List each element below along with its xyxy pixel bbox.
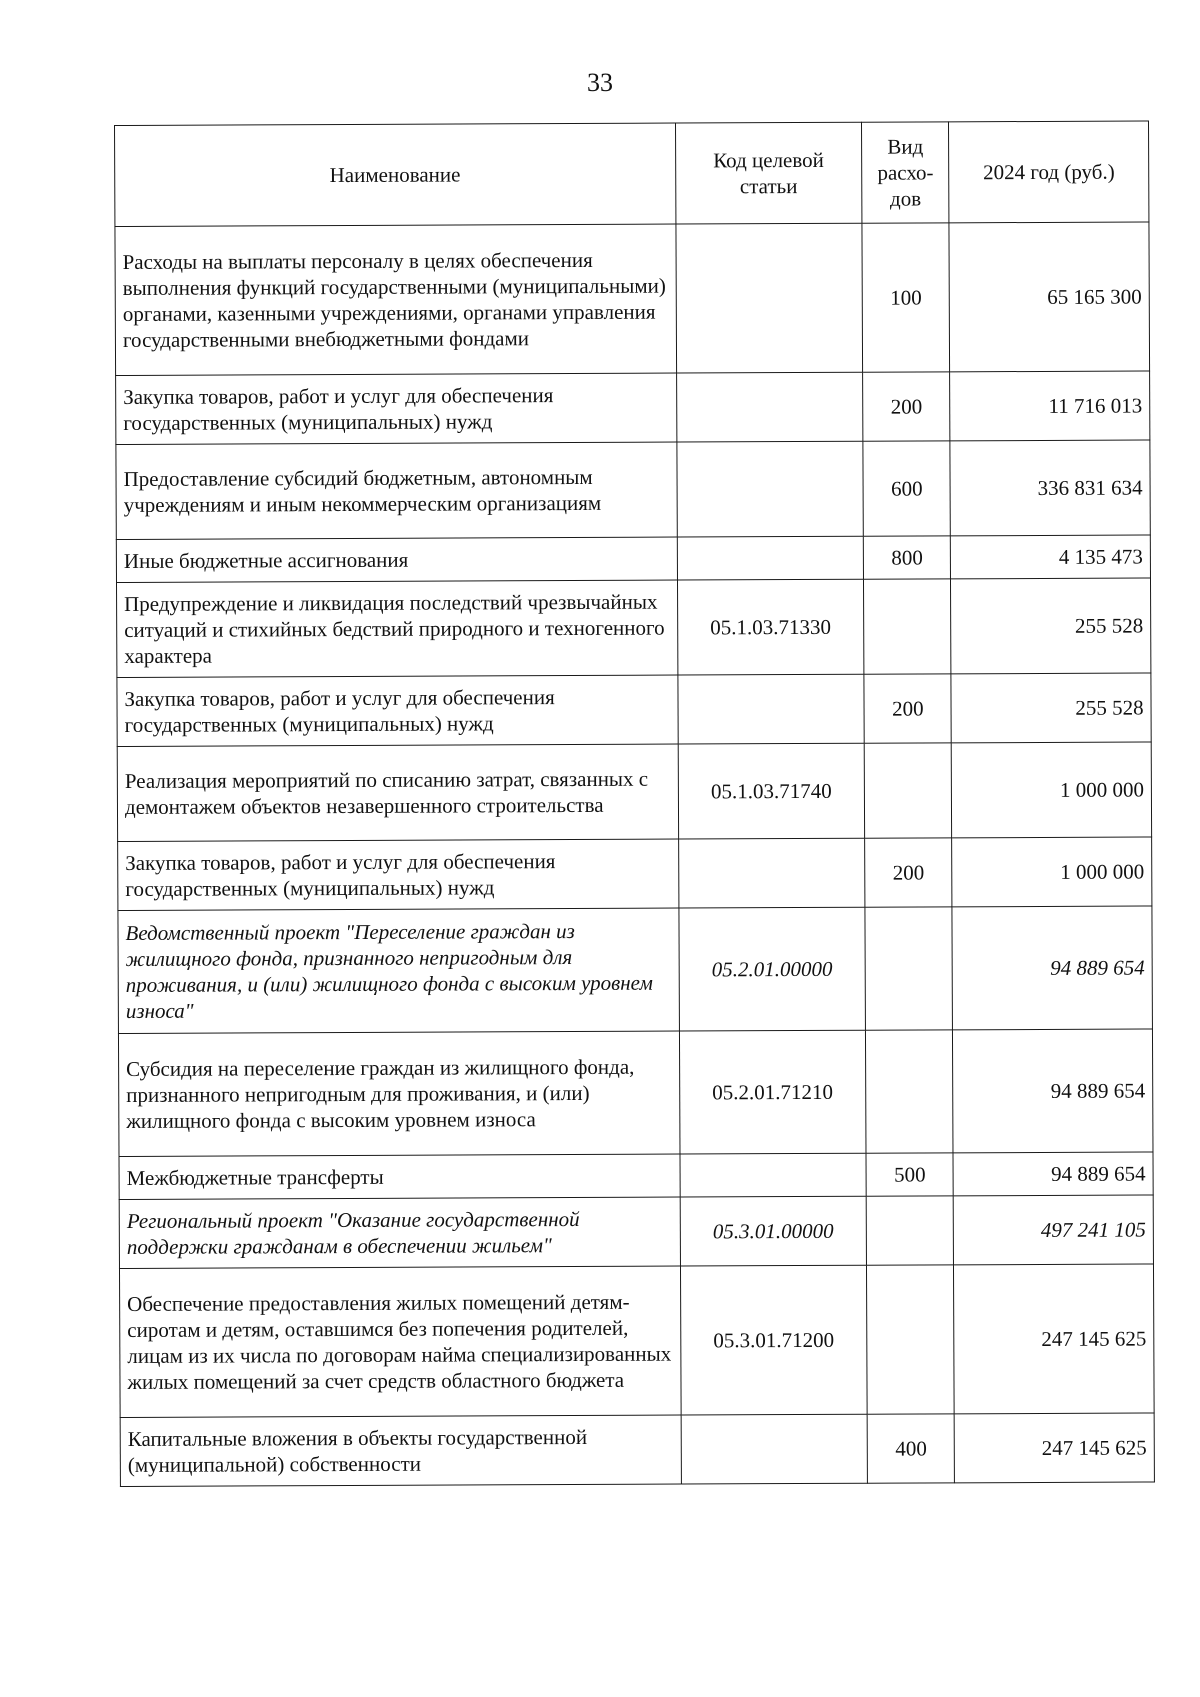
- table-row: [119, 1195, 1153, 1269]
- row-name: Иные бюджетные ассигнования: [116, 537, 677, 582]
- row-amount: 65 165 300: [949, 222, 1149, 372]
- row-kind: 800: [863, 536, 950, 579]
- row-code: 05.2.01.00000: [679, 907, 866, 1031]
- row-amount: 255 528: [951, 578, 1151, 674]
- header-name: Наименование: [115, 123, 676, 226]
- row-code: [677, 441, 864, 537]
- row-amount: 1 000 000: [952, 742, 1152, 838]
- row-code: 05.3.01.71200: [680, 1265, 867, 1415]
- row-kind: 600: [863, 441, 951, 536]
- table-row: [120, 1413, 1154, 1487]
- row-name: Закупка товаров, работ и услуг для обеспечения государственных (муниципальных) нужд: [116, 373, 677, 444]
- row-kind: 200: [864, 674, 952, 743]
- row-code: 05.1.03.71330: [677, 579, 864, 675]
- row-amount: 1 000 000: [952, 837, 1152, 907]
- row-name: Обеспечение предоставления жилых помещений детям-сиротам и детям, оставшимся без попечения родителей, лицам из их числа по договорам найма специализированных жилых помещений за счет средств областного бюджета: [119, 1266, 680, 1417]
- row-amount: 255 528: [951, 673, 1151, 743]
- table-row: [119, 1152, 1153, 1200]
- row-name: Капитальные вложения в объекты государственной (муниципальной) собственности: [120, 1415, 681, 1486]
- row-amount: 94 889 654: [953, 1152, 1153, 1196]
- table-row: [117, 673, 1151, 747]
- row-code: 05.2.01.71210: [679, 1030, 866, 1154]
- row-code: [676, 372, 863, 442]
- table-row: [116, 440, 1150, 540]
- row-name: Закупка товаров, работ и услуг для обеспечения государственных (муниципальных) нужд: [117, 675, 678, 746]
- row-kind: 500: [866, 1153, 953, 1196]
- row-amount: 247 145 625: [954, 1264, 1154, 1414]
- table-row: [117, 742, 1151, 842]
- row-kind: 200: [865, 838, 953, 907]
- row-kind: 200: [863, 372, 951, 441]
- row-amount: 497 241 105: [954, 1195, 1154, 1265]
- row-code: [681, 1414, 868, 1484]
- row-name: Закупка товаров, работ и услуг для обеспечения государственных (муниципальных) нужд: [118, 839, 679, 910]
- row-code: [676, 223, 863, 373]
- row-amount: 11 716 013: [950, 371, 1150, 441]
- row-code: [678, 674, 865, 744]
- row-code: [678, 838, 865, 908]
- row-code: 05.1.03.71740: [678, 743, 865, 839]
- row-name: Субсидия на переселение граждан из жилищного фонда, признанного непригодным для проживания, и (или) жилищного фонда с высоким уровнем износа: [118, 1031, 679, 1156]
- table-row: [118, 1029, 1153, 1157]
- row-code: [677, 536, 864, 580]
- row-amount: 94 889 654: [952, 906, 1152, 1030]
- row-name: Межбюджетные трансферты: [119, 1154, 680, 1199]
- table-row: [116, 371, 1150, 445]
- header-amount: 2024 год (руб.): [949, 121, 1149, 223]
- row-amount: 336 831 634: [950, 440, 1150, 536]
- row-kind: 400: [867, 1414, 955, 1483]
- row-kind: [867, 1265, 955, 1414]
- row-amount: 4 135 473: [951, 535, 1151, 579]
- row-name: Предупреждение и ликвидация последствий чрезвычайных ситуаций и стихийных бедствий природного и техногенного характера: [116, 580, 677, 677]
- row-amount: 247 145 625: [955, 1413, 1155, 1483]
- row-name: Реализация мероприятий по списанию затрат, связанных с демонтажем объектов незавершенного строительства: [117, 744, 678, 841]
- table-header-row: [115, 121, 1149, 227]
- table-row: [116, 535, 1150, 583]
- row-code: [680, 1153, 867, 1197]
- row-name: Региональный проект "Оказание государственной поддержки гражданам в обеспечении жильем": [119, 1197, 680, 1268]
- row-kind: [866, 1196, 954, 1265]
- table-row: [118, 837, 1152, 911]
- header-code: Код целевой статьи: [675, 122, 862, 224]
- row-name: Ведомственный проект "Переселение граждан из жилищного фонда, признанного непригодным для проживания, и (или) жилищного фонда с высоким уровнем износа": [118, 908, 679, 1033]
- budget-table-wrapper: [114, 120, 1155, 1487]
- row-kind: [864, 579, 952, 674]
- table-row: [115, 222, 1150, 376]
- row-amount: 94 889 654: [953, 1029, 1153, 1153]
- page-number: 33: [587, 68, 613, 97]
- row-kind: 100: [862, 223, 950, 372]
- table-row: [118, 906, 1153, 1034]
- row-name: Предоставление субсидий бюджетным, автономным учреждениям и иным некоммерческим организациям: [116, 442, 677, 539]
- table-row: [119, 1264, 1154, 1418]
- row-kind: [864, 743, 952, 838]
- row-code: 05.3.01.00000: [680, 1196, 867, 1266]
- row-kind: [865, 907, 953, 1030]
- header-kind: Вид расхо-дов: [862, 122, 950, 223]
- budget-table: [114, 120, 1155, 1487]
- table-row: [116, 578, 1150, 678]
- row-kind: [866, 1030, 954, 1153]
- row-name: Расходы на выплаты персоналу в целях обеспечения выполнения функций государственными (муниципальными) органами, казенными учреждениями, органами управления государственными внебюджетными фондами: [115, 224, 676, 375]
